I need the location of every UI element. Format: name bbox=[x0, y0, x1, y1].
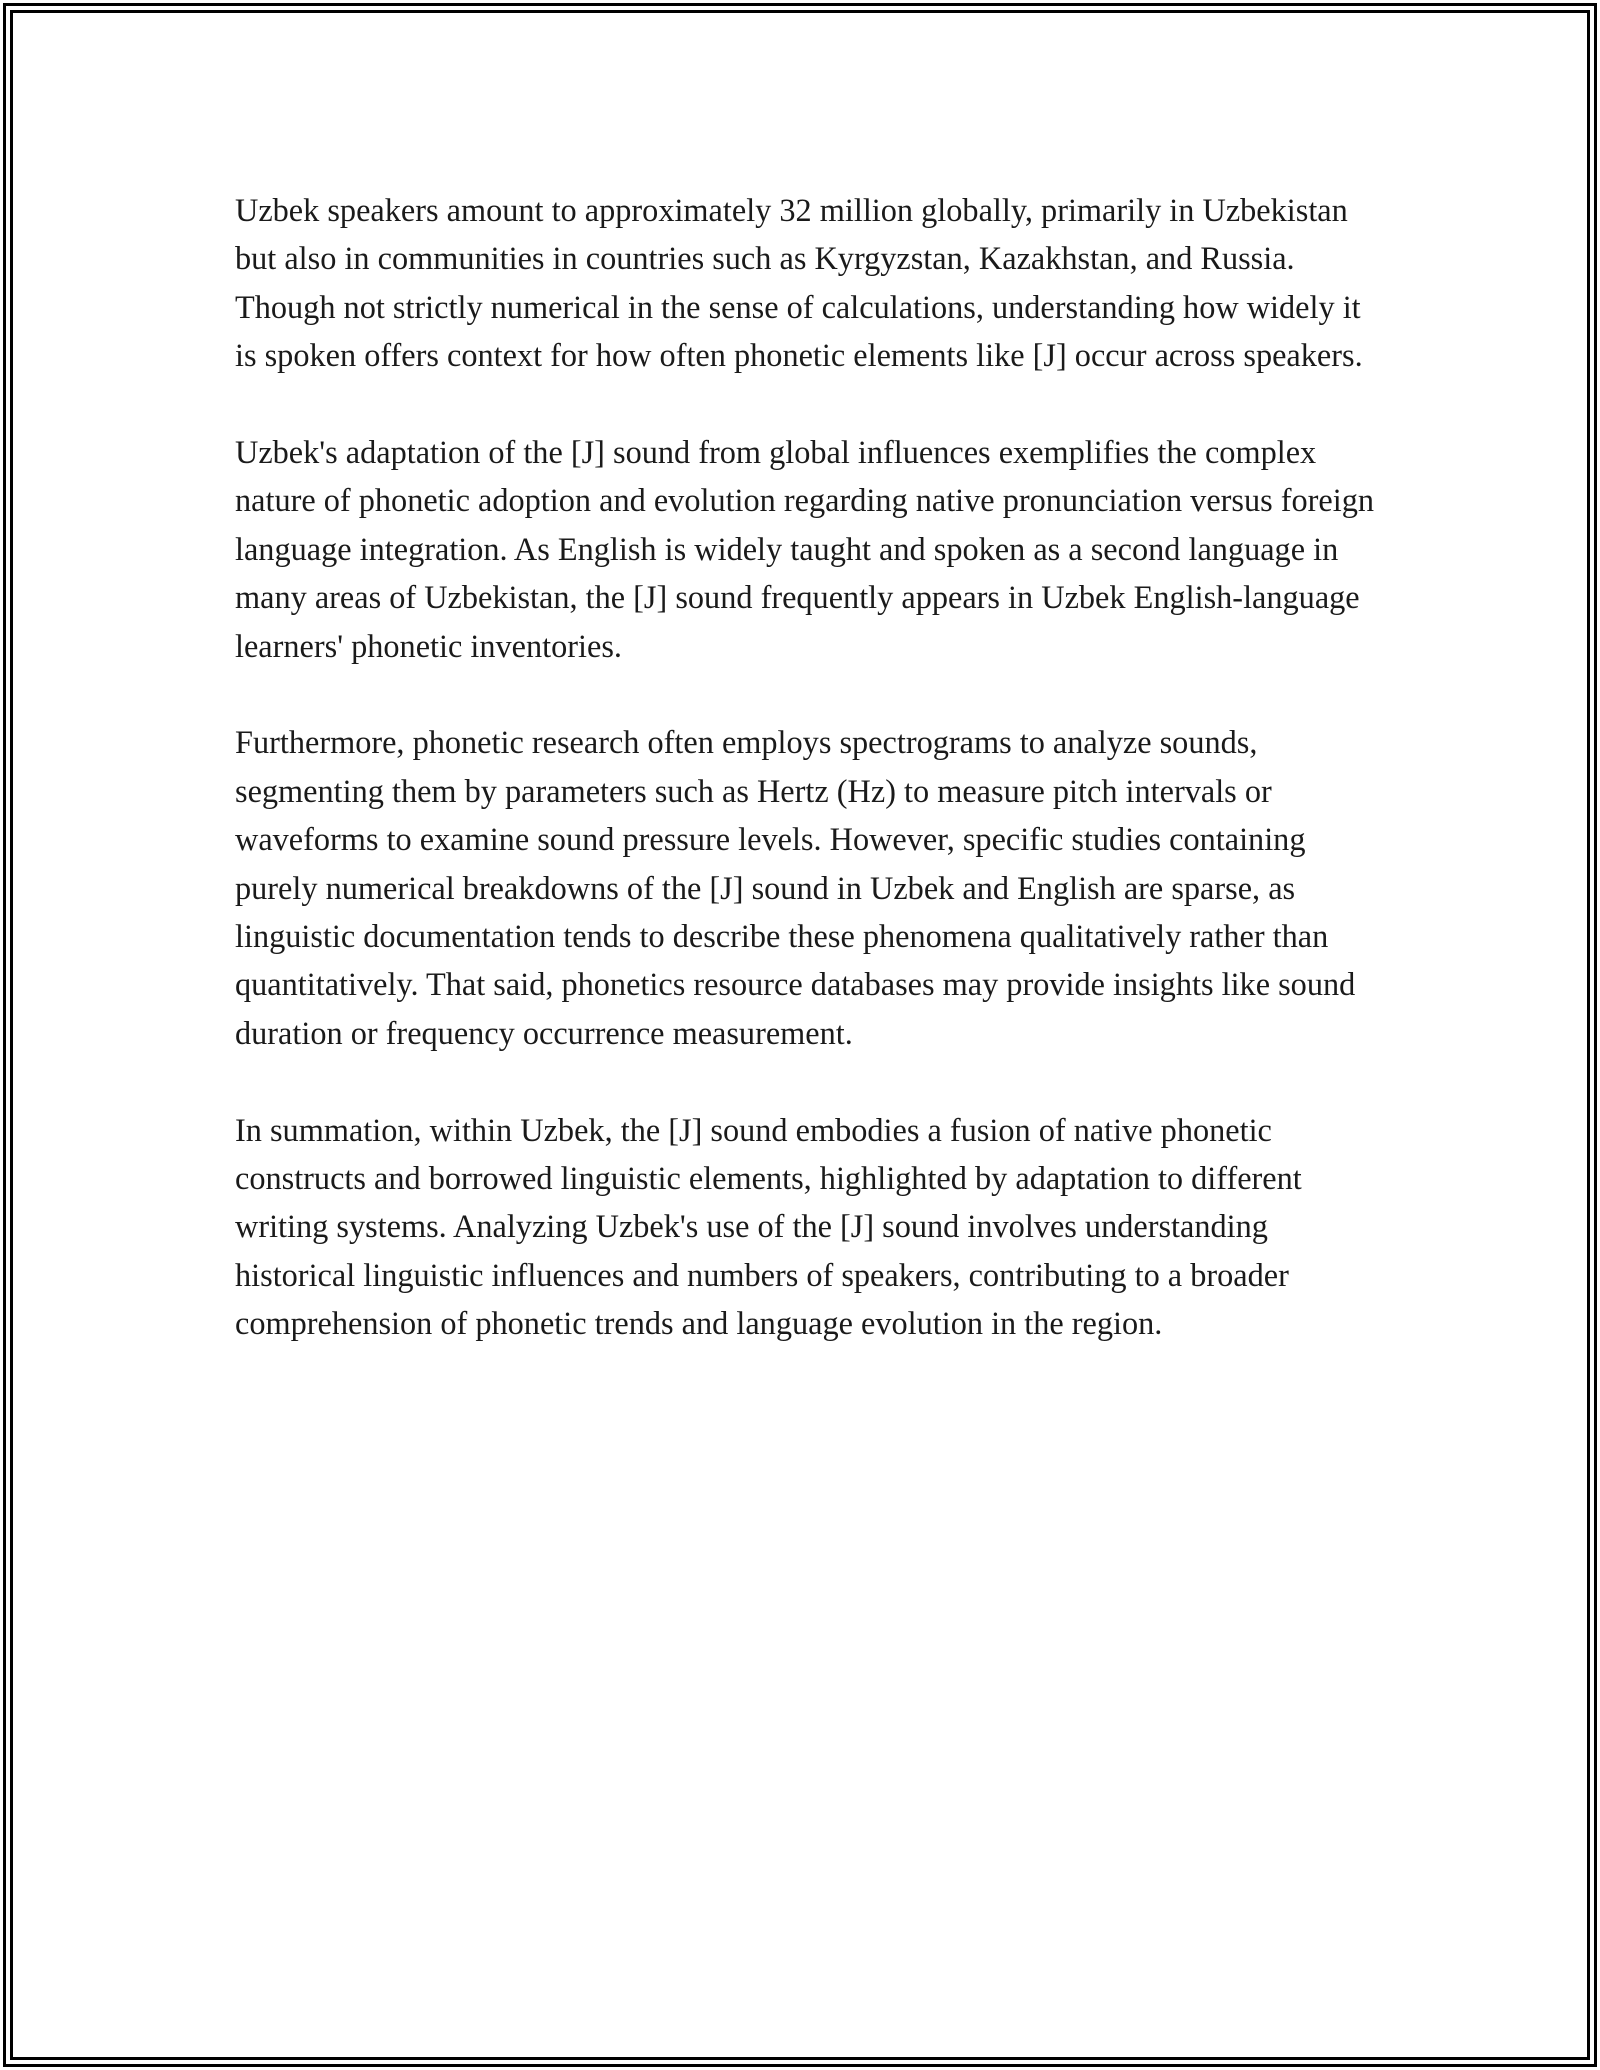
document-body bbox=[235, 186, 1375, 1396]
paragraph-speaker-population: Uzbek speakers amount to approximately 32 million globally, primarily in Uzbekistan but also in communities in countries such as Kyrgyzstan, Kazakhstan, and Russia. Though not strictly numerical in the sense of calculations, understanding how widely it is spoken offers context for how often phonetic elements like [J] occur across speakers. bbox=[235, 192, 1363, 374]
paragraph-phonetic-research: Furthermore, phonetic research often employs spectrograms to analyze sounds, segmenting them by parameters such as Hertz (Hz) to measure pitch intervals or waveforms to examine sound pressure levels. However, specific studies containing purely numerical breakdowns of the [J] sound in Uzbek and English are sparse, as linguistic documentation tends to describe these phenomena qualitatively rather than quantitatively. That said, phonetics resource databases may provide insights like sound duration or frequency occurrence measurement. bbox=[235, 724, 1356, 1051]
paragraph-sound-adaptation: Uzbek's adaptation of the [J] sound from global influences exemplifies the complex nature of phonetic adoption and evolution regarding native pronunciation versus foreign language integration. As English is widely taught and spoken as a second language in many areas of Uzbekistan, the [J] sound frequently appears in Uzbek English-language learners' phonetic inventories. bbox=[235, 434, 1375, 664]
paragraph-summation: In summation, within Uzbek, the [J] sound embodies a fusion of native phonetic constructs and borrowed linguistic elements, highlighted by adaptation to different writing systems. Analyzing Uzbek's use of the [J] sound involves understanding historical linguistic influences and numbers of speakers, contributing to a broader comprehension of phonetic trends and language evolution in the region. bbox=[235, 1111, 1302, 1342]
